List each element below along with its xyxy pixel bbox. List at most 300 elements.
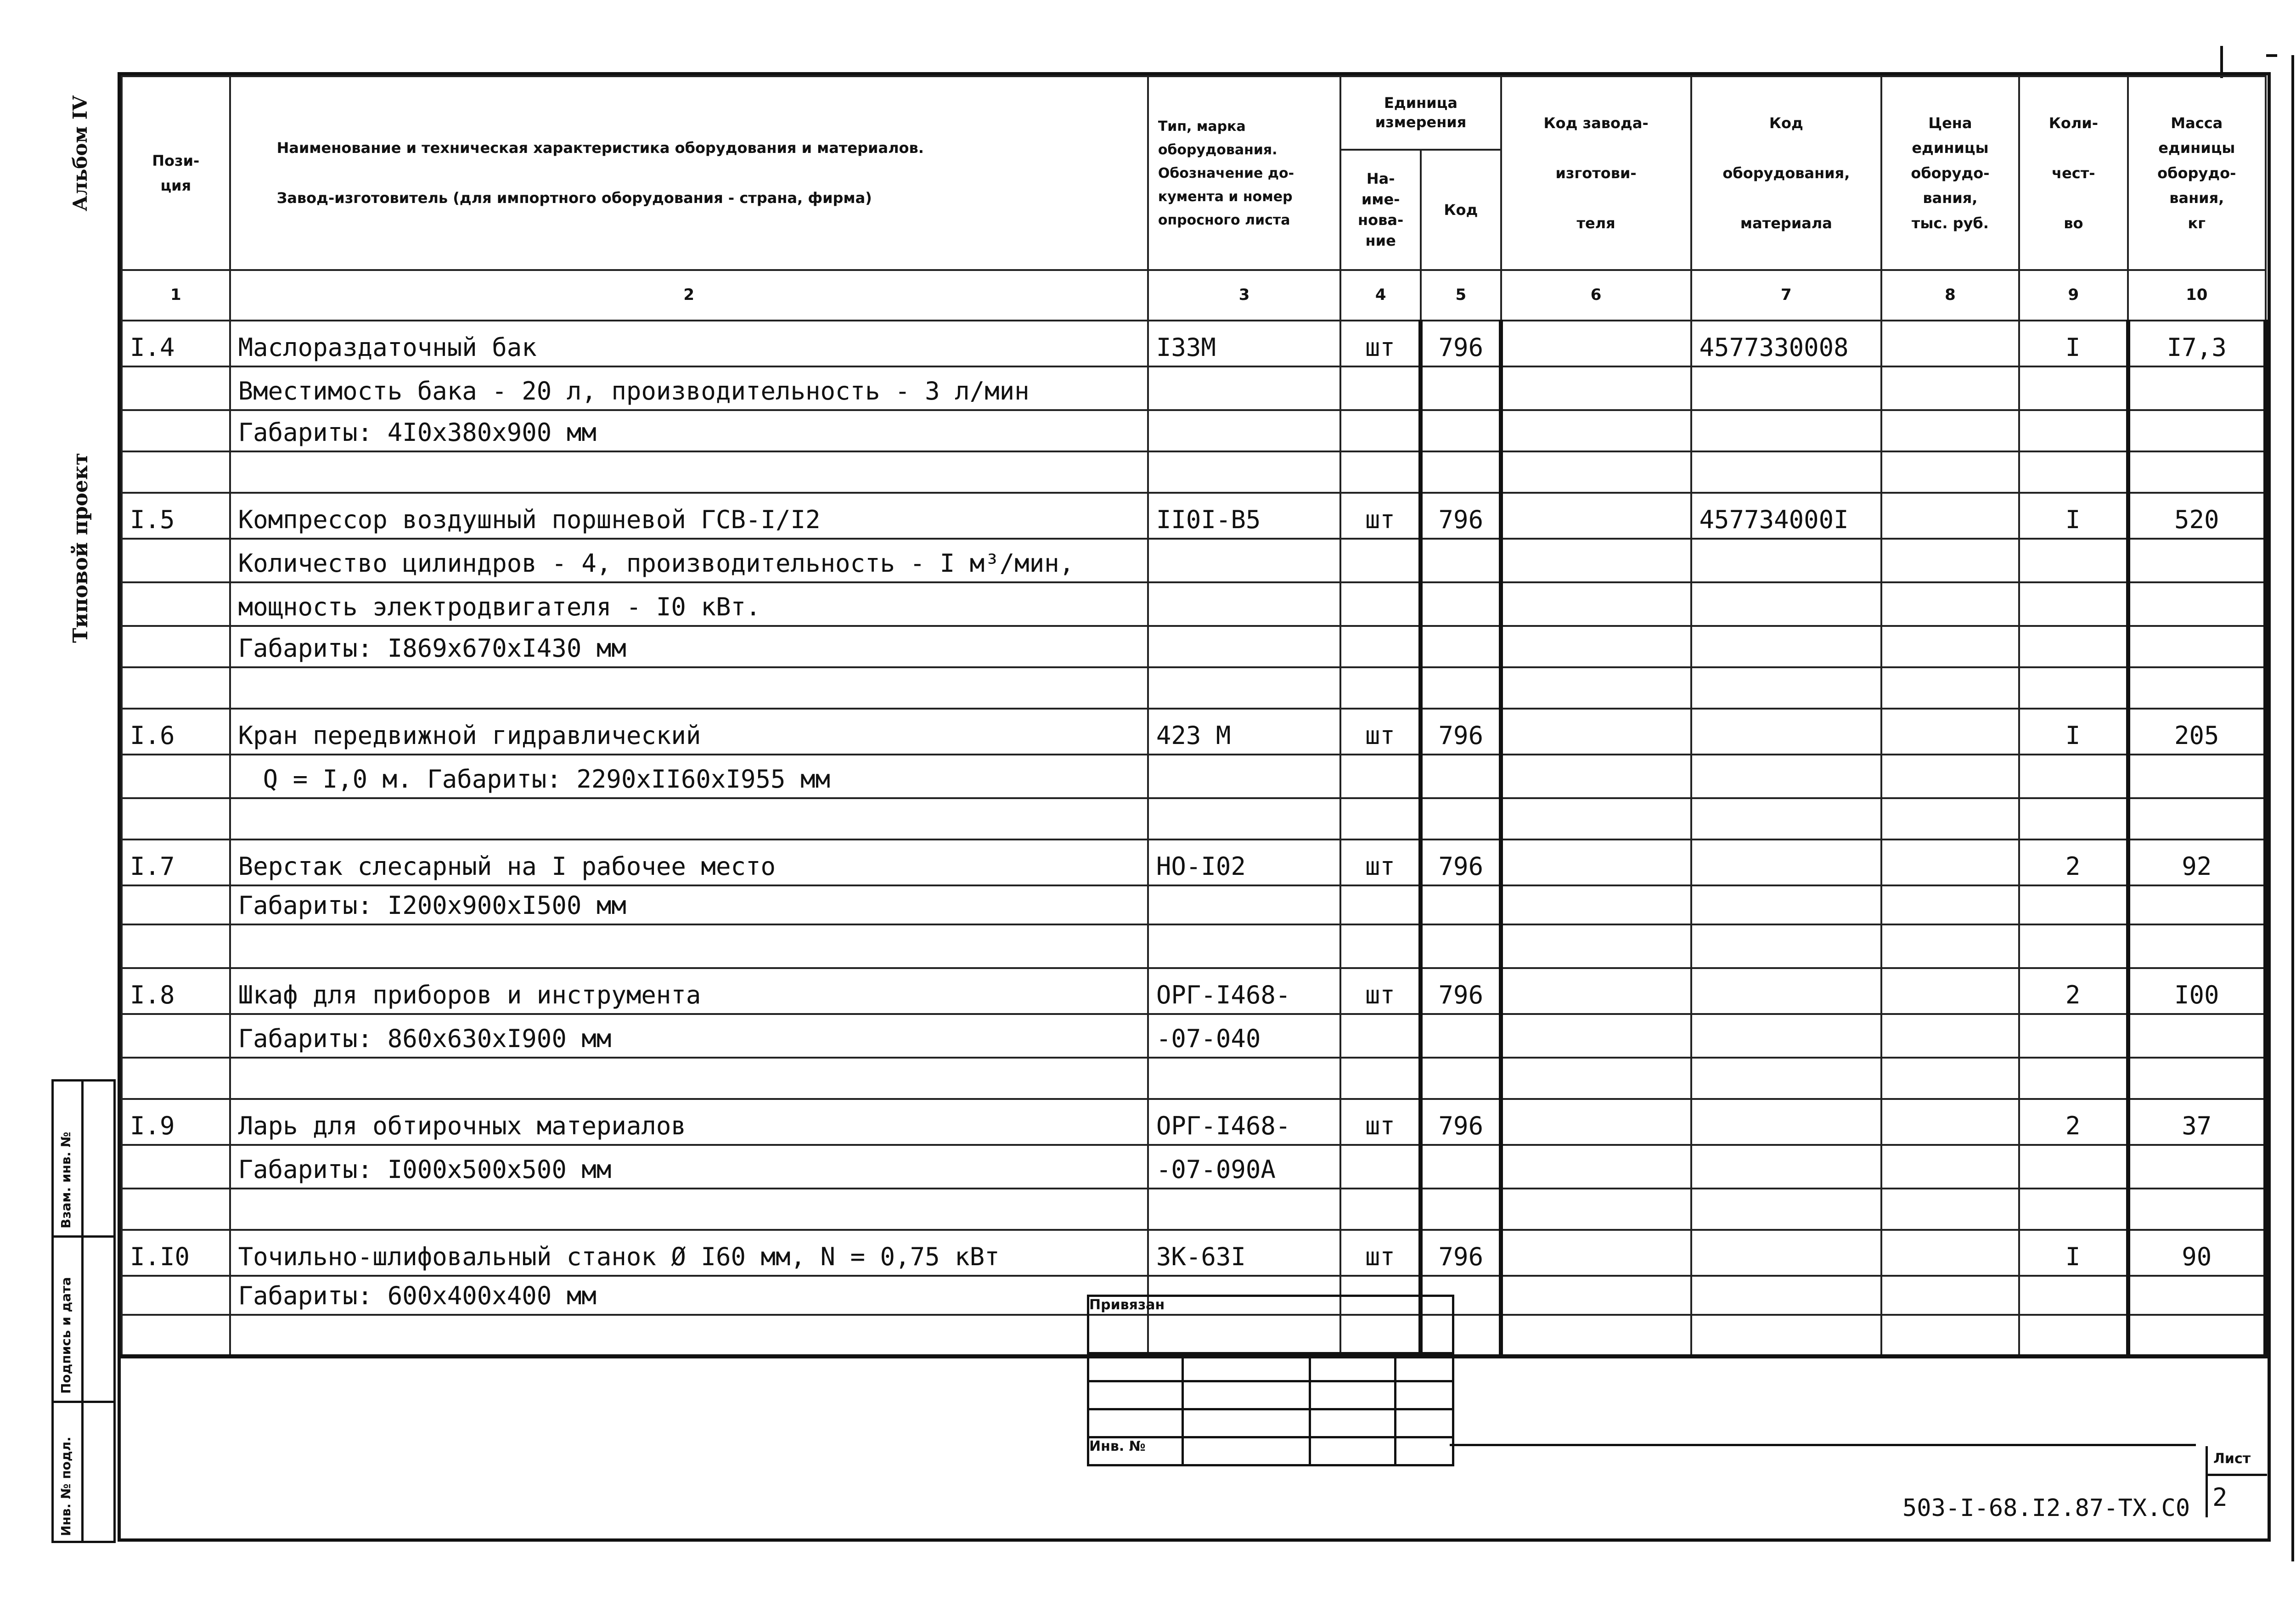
- approval-stamp: [51, 1079, 116, 1543]
- row-factory-code: [1501, 1315, 1691, 1356]
- margin-mark: [2266, 54, 2277, 57]
- row-position: [122, 1058, 230, 1099]
- row-price: [1881, 968, 2019, 1014]
- row-mass: I00: [2128, 968, 2265, 1014]
- row-equipment-code: 4577330008: [1691, 321, 1882, 366]
- row-quantity: [2019, 539, 2128, 582]
- header-position: Пози- ция: [122, 76, 230, 270]
- row-factory-code: [1501, 1145, 1691, 1189]
- row-quantity: [2019, 667, 2128, 709]
- row-position: [122, 798, 230, 839]
- row-type: [1148, 924, 1340, 968]
- row-mass: 205: [2128, 709, 2265, 755]
- row-price: [1881, 1099, 2019, 1145]
- column-number: 6: [1501, 270, 1691, 321]
- header-mass: Масса единицы оборудо- вания, кг: [2128, 76, 2265, 270]
- row-position: [122, 885, 230, 924]
- row-unit-code: [1421, 539, 1501, 582]
- row-name: Вместимость бака - 20 л, производительность - 3 л/мин: [230, 366, 1148, 410]
- header-price: Цена единицы оборудо- вания, тыс. руб.: [1881, 76, 2019, 270]
- row-price: [1881, 366, 2019, 410]
- row-position: [122, 755, 230, 798]
- row-mass: 92: [2128, 839, 2265, 885]
- row-price: [1881, 582, 2019, 626]
- row-position: [122, 366, 230, 410]
- row-unit: [1340, 626, 1421, 667]
- row-mass: [2128, 1145, 2265, 1189]
- stamp-original-inv-label: Инв. № подл.: [58, 1437, 73, 1536]
- row-mass: [2128, 410, 2265, 451]
- row-factory-code: [1501, 1099, 1691, 1145]
- row-name: Габариты: 600x400x400 мм: [230, 1276, 1148, 1315]
- row-unit: [1340, 1145, 1421, 1189]
- row-quantity: 2: [2019, 968, 2128, 1014]
- row-type: [1148, 1189, 1340, 1230]
- row-unit: [1340, 366, 1421, 410]
- sheet-number-box: [2206, 1446, 2267, 1517]
- row-factory-code: [1501, 1230, 1691, 1276]
- row-name: Шкаф для приборов и инструмента: [230, 968, 1148, 1014]
- table-row: [122, 798, 2266, 839]
- row-equipment-code: [1691, 539, 1882, 582]
- header-unit-group: Единица измерения: [1340, 76, 1501, 150]
- row-price: [1881, 1230, 2019, 1276]
- row-position: [122, 1014, 230, 1058]
- row-type: [1148, 885, 1340, 924]
- row-type: -07-040: [1148, 1014, 1340, 1058]
- row-factory-code: [1501, 968, 1691, 1014]
- row-type: [1148, 539, 1340, 582]
- row-mass: [2128, 1189, 2265, 1230]
- row-name: [230, 1189, 1148, 1230]
- row-equipment-code: [1691, 1058, 1882, 1099]
- table-row: [122, 839, 2266, 885]
- row-unit-code: 796: [1421, 321, 1501, 366]
- column-number: 8: [1881, 270, 2019, 321]
- row-factory-code: [1501, 451, 1691, 493]
- document-code: 503-I-68.I2.87-ТХ.С0: [1902, 1494, 2190, 1522]
- row-name: Маслораздаточный бак: [230, 321, 1148, 366]
- table-row: [122, 1099, 2266, 1145]
- row-unit-code: [1421, 885, 1501, 924]
- row-name: [230, 451, 1148, 493]
- header-equipment-code: Код оборудования, материала: [1691, 76, 1882, 270]
- row-price: [1881, 539, 2019, 582]
- row-quantity: [2019, 755, 2128, 798]
- row-mass: [2128, 366, 2265, 410]
- row-name: Габариты: I200x900xI500 мм: [230, 885, 1148, 924]
- row-quantity: [2019, 798, 2128, 839]
- stamp-cell: [54, 1403, 113, 1541]
- row-quantity: [2019, 582, 2128, 626]
- row-type: ОРГ-I468-: [1148, 1099, 1340, 1145]
- row-position: I.8: [122, 968, 230, 1014]
- row-position: [122, 1315, 230, 1356]
- row-mass: 90: [2128, 1230, 2265, 1276]
- row-factory-code: [1501, 366, 1691, 410]
- row-quantity: 2: [2019, 1099, 2128, 1145]
- row-type: II0I-B5: [1148, 493, 1340, 539]
- row-mass: 520: [2128, 493, 2265, 539]
- row-name: Точильно-шлифовальный станок Ø I60 мм, N = 0,75 кВт: [230, 1230, 1148, 1276]
- row-name: [230, 1315, 1148, 1356]
- row-price: [1881, 321, 2019, 366]
- row-unit: [1340, 755, 1421, 798]
- row-quantity: [2019, 1145, 2128, 1189]
- row-type: 423 M: [1148, 709, 1340, 755]
- row-price: [1881, 493, 2019, 539]
- table-row: [122, 709, 2266, 755]
- row-name: Габариты: 4I0x380x900 мм: [230, 410, 1148, 451]
- row-factory-code: [1501, 582, 1691, 626]
- table-row: [122, 885, 2266, 924]
- row-equipment-code: [1691, 626, 1882, 667]
- sheet-divider: [2208, 1474, 2267, 1476]
- row-equipment-code: [1691, 924, 1882, 968]
- row-mass: [2128, 924, 2265, 968]
- title-line: [1450, 1444, 2196, 1446]
- row-type: [1148, 667, 1340, 709]
- column-number: 1: [122, 270, 230, 321]
- table-row: [122, 321, 2266, 366]
- stamp-replaced-inv-label: Взам. инв. №: [58, 1132, 73, 1228]
- binding-block: [1087, 1295, 1454, 1466]
- row-factory-code: [1501, 755, 1691, 798]
- header-factory-code: Код завода- изготови- теля: [1501, 76, 1691, 270]
- row-unit: [1340, 451, 1421, 493]
- column-number: 2: [230, 270, 1148, 321]
- row-position: [122, 924, 230, 968]
- row-position: I.9: [122, 1099, 230, 1145]
- row-unit: шт: [1340, 968, 1421, 1014]
- row-unit-code: 796: [1421, 968, 1501, 1014]
- row-position: [122, 667, 230, 709]
- table-row: [122, 539, 2266, 582]
- row-unit-code: [1421, 755, 1501, 798]
- row-unit: [1340, 1189, 1421, 1230]
- row-position: [122, 1189, 230, 1230]
- row-unit: [1340, 582, 1421, 626]
- row-factory-code: [1501, 709, 1691, 755]
- row-equipment-code: [1691, 755, 1882, 798]
- row-position: I.7: [122, 839, 230, 885]
- row-factory-code: [1501, 1189, 1691, 1230]
- row-factory-code: [1501, 667, 1691, 709]
- row-factory-code: [1501, 539, 1691, 582]
- row-factory-code: [1501, 626, 1691, 667]
- project-label: Типовой проект: [69, 452, 92, 643]
- row-factory-code: [1501, 924, 1691, 968]
- row-name: [230, 667, 1148, 709]
- header-quantity: Коли- чест- во: [2019, 76, 2128, 270]
- table-row: [122, 366, 2266, 410]
- row-quantity: [2019, 885, 2128, 924]
- row-quantity: [2019, 626, 2128, 667]
- row-type: I33M: [1148, 321, 1340, 366]
- row-name: Габариты: I869x670xI430 мм: [230, 626, 1148, 667]
- row-name: Количество цилиндров - 4, производительность - I м³/мин,: [230, 539, 1148, 582]
- row-equipment-code: [1691, 451, 1882, 493]
- row-unit: [1340, 539, 1421, 582]
- row-unit: шт: [1340, 1230, 1421, 1276]
- table-body: [122, 321, 2266, 1356]
- row-mass: [2128, 582, 2265, 626]
- row-mass: [2128, 1276, 2265, 1315]
- table-row: [122, 1058, 2266, 1099]
- row-type: -07-090A: [1148, 1145, 1340, 1189]
- row-equipment-code: 457734000I: [1691, 493, 1882, 539]
- row-equipment-code: [1691, 667, 1882, 709]
- row-position: [122, 1145, 230, 1189]
- row-unit: [1340, 410, 1421, 451]
- document-sheet: [118, 72, 2271, 1542]
- row-position: [122, 582, 230, 626]
- column-number: 5: [1421, 270, 1501, 321]
- row-price: [1881, 1058, 2019, 1099]
- row-unit-code: 796: [1421, 839, 1501, 885]
- row-unit-code: [1421, 410, 1501, 451]
- row-type: [1148, 798, 1340, 839]
- row-price: [1881, 839, 2019, 885]
- row-price: [1881, 1145, 2019, 1189]
- row-unit-code: [1421, 1058, 1501, 1099]
- row-unit: [1340, 667, 1421, 709]
- row-position: I.5: [122, 493, 230, 539]
- row-price: [1881, 451, 2019, 493]
- row-type: [1148, 410, 1340, 451]
- row-equipment-code: [1691, 1014, 1882, 1058]
- row-unit-code: 796: [1421, 1230, 1501, 1276]
- row-factory-code: [1501, 1014, 1691, 1058]
- row-unit: [1340, 924, 1421, 968]
- column-number: 7: [1691, 270, 1882, 321]
- row-quantity: [2019, 410, 2128, 451]
- row-unit-code: [1421, 451, 1501, 493]
- row-price: [1881, 885, 2019, 924]
- row-unit-code: [1421, 1189, 1501, 1230]
- row-quantity: I: [2019, 1230, 2128, 1276]
- row-unit: шт: [1340, 321, 1421, 366]
- table-row: [122, 924, 2266, 968]
- row-equipment-code: [1691, 1230, 1882, 1276]
- row-equipment-code: [1691, 1315, 1882, 1356]
- row-unit-code: [1421, 582, 1501, 626]
- table-row: [122, 493, 2266, 539]
- row-equipment-code: [1691, 1276, 1882, 1315]
- row-factory-code: [1501, 321, 1691, 366]
- row-unit-code: [1421, 924, 1501, 968]
- row-equipment-code: [1691, 1189, 1882, 1230]
- row-factory-code: [1501, 493, 1691, 539]
- row-name: мощность электродвигателя - I0 кВт.: [230, 582, 1148, 626]
- row-factory-code: [1501, 410, 1691, 451]
- row-mass: [2128, 1315, 2265, 1356]
- row-name: Q = I,0 м. Габариты: 2290xII60xI955 мм: [230, 755, 1148, 798]
- row-unit: [1340, 1014, 1421, 1058]
- row-type: [1148, 755, 1340, 798]
- row-quantity: [2019, 366, 2128, 410]
- row-mass: [2128, 755, 2265, 798]
- row-mass: [2128, 1014, 2265, 1058]
- row-mass: [2128, 451, 2265, 493]
- row-quantity: [2019, 924, 2128, 968]
- row-name: [230, 798, 1148, 839]
- inv-label: Инв. №: [1088, 1437, 1183, 1465]
- row-name: [230, 924, 1148, 968]
- row-unit-code: [1421, 798, 1501, 839]
- row-mass: 37: [2128, 1099, 2265, 1145]
- right-edge-line: [2291, 55, 2294, 1561]
- table-row: [122, 582, 2266, 626]
- column-number: 3: [1148, 270, 1340, 321]
- table-row: [122, 968, 2266, 1014]
- row-position: I.I0: [122, 1230, 230, 1276]
- row-quantity: [2019, 1276, 2128, 1315]
- row-quantity: 2: [2019, 839, 2128, 885]
- row-equipment-code: [1691, 582, 1882, 626]
- row-quantity: I: [2019, 321, 2128, 366]
- table-row: [122, 626, 2266, 667]
- row-unit: [1340, 1058, 1421, 1099]
- row-unit: [1340, 885, 1421, 924]
- row-type: [1148, 366, 1340, 410]
- row-unit-code: [1421, 667, 1501, 709]
- row-type: ОРГ-I468-: [1148, 968, 1340, 1014]
- row-quantity: I: [2019, 493, 2128, 539]
- row-name: Компрессор воздушный поршневой ГСВ-I/I2: [230, 493, 1148, 539]
- row-equipment-code: [1691, 968, 1882, 1014]
- table-row: [122, 1230, 2266, 1276]
- row-type: НО-I02: [1148, 839, 1340, 885]
- header-unit-code: Код: [1421, 150, 1501, 270]
- table-row: [122, 451, 2266, 493]
- row-unit: шт: [1340, 1099, 1421, 1145]
- row-mass: [2128, 539, 2265, 582]
- row-unit-code: [1421, 1014, 1501, 1058]
- row-unit: шт: [1340, 493, 1421, 539]
- row-position: [122, 539, 230, 582]
- row-quantity: [2019, 1315, 2128, 1356]
- row-price: [1881, 1189, 2019, 1230]
- row-equipment-code: [1691, 366, 1882, 410]
- row-mass: [2128, 667, 2265, 709]
- album-label: Альбом IV: [69, 96, 91, 211]
- row-factory-code: [1501, 839, 1691, 885]
- row-price: [1881, 1014, 2019, 1058]
- row-position: [122, 451, 230, 493]
- table-row: [122, 1145, 2266, 1189]
- stamp-signature-label: Подпись и дата: [58, 1277, 73, 1394]
- row-position: [122, 626, 230, 667]
- row-price: [1881, 924, 2019, 968]
- row-factory-code: [1501, 1276, 1691, 1315]
- row-factory-code: [1501, 798, 1691, 839]
- column-number: 4: [1340, 270, 1421, 321]
- row-unit-code: [1421, 626, 1501, 667]
- sheet-label: Лист: [2213, 1451, 2251, 1467]
- row-position: [122, 410, 230, 451]
- row-quantity: [2019, 1189, 2128, 1230]
- row-price: [1881, 798, 2019, 839]
- row-equipment-code: [1691, 1145, 1882, 1189]
- row-factory-code: [1501, 1058, 1691, 1099]
- sheet-number: 2: [2212, 1483, 2228, 1512]
- row-unit: [1340, 798, 1421, 839]
- row-mass: [2128, 885, 2265, 924]
- stamp-cell: [54, 1238, 113, 1403]
- row-price: [1881, 667, 2019, 709]
- row-unit-code: 796: [1421, 709, 1501, 755]
- row-equipment-code: [1691, 709, 1882, 755]
- stamp-cell: [54, 1082, 113, 1238]
- row-mass: [2128, 626, 2265, 667]
- row-position: I.6: [122, 709, 230, 755]
- row-type: [1148, 582, 1340, 626]
- row-unit-code: [1421, 366, 1501, 410]
- row-mass: [2128, 798, 2265, 839]
- row-unit-code: 796: [1421, 493, 1501, 539]
- row-quantity: [2019, 451, 2128, 493]
- header-name: Наименование и техническая характеристика оборудования и материалов. Завод-изготовитель (для импортного оборудования - страна, фирма): [230, 76, 1148, 270]
- table-row: [122, 1014, 2266, 1058]
- header-type: Тип, марка оборудования. Обозначение до- кумента и номер опросного листа: [1148, 76, 1340, 270]
- row-factory-code: [1501, 885, 1691, 924]
- row-equipment-code: [1691, 1099, 1882, 1145]
- row-unit: шт: [1340, 709, 1421, 755]
- row-price: [1881, 1315, 2019, 1356]
- row-equipment-code: [1691, 885, 1882, 924]
- row-name: Габариты: 860x630xI900 мм: [230, 1014, 1148, 1058]
- bound-label: Привязан: [1088, 1296, 1453, 1353]
- row-position: I.4: [122, 321, 230, 366]
- table-row: [122, 1189, 2266, 1230]
- row-position: [122, 1276, 230, 1315]
- table-row: [122, 667, 2266, 709]
- equipment-table: [121, 75, 2268, 1358]
- row-quantity: I: [2019, 709, 2128, 755]
- row-equipment-code: [1691, 410, 1882, 451]
- row-price: [1881, 626, 2019, 667]
- row-price: [1881, 410, 2019, 451]
- row-equipment-code: [1691, 798, 1882, 839]
- column-number: 9: [2019, 270, 2128, 321]
- row-price: [1881, 709, 2019, 755]
- table-row: [122, 410, 2266, 451]
- row-type: 3K-63I: [1148, 1230, 1340, 1276]
- row-price: [1881, 1276, 2019, 1315]
- row-name: [230, 1058, 1148, 1099]
- row-quantity: [2019, 1014, 2128, 1058]
- column-number: 10: [2128, 270, 2265, 321]
- row-name: Габариты: I000x500x500 мм: [230, 1145, 1148, 1189]
- row-unit-code: [1421, 1145, 1501, 1189]
- row-name: Ларь для обтирочных материалов: [230, 1099, 1148, 1145]
- row-type: [1148, 451, 1340, 493]
- row-quantity: [2019, 1058, 2128, 1099]
- row-name: Верстак слесарный на I рабочее место: [230, 839, 1148, 885]
- row-equipment-code: [1691, 839, 1882, 885]
- row-mass: I7,3: [2128, 321, 2265, 366]
- row-unit: шт: [1340, 839, 1421, 885]
- row-type: [1148, 1058, 1340, 1099]
- row-price: [1881, 755, 2019, 798]
- row-name: Кран передвижной гидравлический: [230, 709, 1148, 755]
- row-type: [1148, 626, 1340, 667]
- header-unit-name: На- име- нова- ние: [1340, 150, 1421, 270]
- table-row: [122, 755, 2266, 798]
- row-unit-code: 796: [1421, 1099, 1501, 1145]
- row-mass: [2128, 1058, 2265, 1099]
